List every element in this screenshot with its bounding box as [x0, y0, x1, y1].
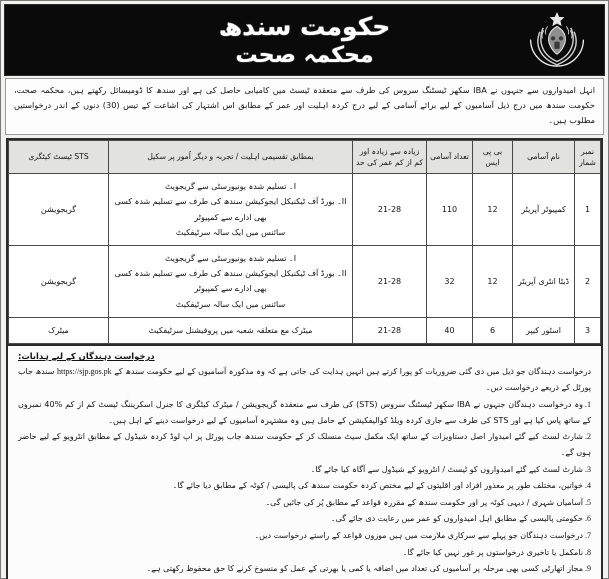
col-bps: بی پی ایس: [473, 140, 513, 174]
cell-bps: 6: [473, 317, 513, 343]
qual-line: میٹرک مع متعلقہ شعبہ میں پروفیشنل سرٹیفکیٹ: [148, 325, 313, 335]
item-text: درخواست دہندگان جو پہلے سے سرکاری ملازمت میں ہیں موزوں قواعد کے راستے درخواست دیں۔: [254, 530, 583, 540]
item-text: شارٹ لسٹ کیے گئے امیدواروں کو ٹیسٹ / انٹرویو کے شیڈول سے آگاہ کیا جائے گا۔: [310, 464, 583, 474]
cell-vacancies: 40: [427, 317, 473, 343]
cell-sr: 1: [575, 174, 601, 246]
item-text: آسامیاں شہری / دیہی کوٹہ پر اور حکومت سندھ کے مقررہ قواعد کے مطابق پُر کی جائیں گی۔: [265, 497, 583, 507]
table-row: [9, 246, 601, 318]
item-number: 3.: [585, 464, 591, 474]
instruction-item: [18, 511, 591, 527]
instruction-item: [18, 545, 591, 561]
item-text: وہ درخواست دہندگان جنہوں نے IBA سکھر ٹیسٹنگ سروس (STS) کی طرف سے منعقدہ گریجویشن / میٹرک کیٹگری کا جنرل اسکریننگ ٹیسٹ کم از کم %40 نمبروں کے ساتھ پاس کیا ہے اور STS کی طرف سے جاری کردہ ویلڈ کوالیفکیشن کے حامل ہیں وہ مشتہرہ آسامیوں کے لیے درخواست دینے کے اہل ہیں۔: [18, 400, 591, 425]
col-age: زیادہ سے زیادہ اور کم از کم عمر کی حد: [353, 140, 427, 174]
item-number: 1.: [585, 400, 591, 410]
job-portal-url[interactable]: https://sjp.gos.pk: [56, 366, 112, 376]
instructions-lead: [18, 364, 591, 395]
banner-titles: [5, 11, 604, 71]
qual-line: II۔ بورڈ آف ٹیکنیکل ایجوکیشن سندھ کی طرف سے تسلیم شدہ کسی بھی ادارے سے کمپیوٹر: [114, 269, 347, 294]
qual-line: سائنس میں ایک سالہ سرٹیفکیٹ: [175, 227, 286, 237]
instruction-item: [18, 528, 591, 544]
instruction-item: [18, 478, 591, 494]
item-number: 9.: [585, 564, 591, 574]
qual-line: سائنس میں ایک سالہ سرٹیفکیٹ: [175, 299, 286, 309]
cell-qualification: [109, 317, 353, 343]
cell-sr: 2: [575, 246, 601, 318]
col-qualification: بمطابق تقسیمی اہلیت / تجربہ و دیگر اُمور پر سکیل: [109, 140, 353, 174]
instructions-section: [6, 346, 603, 579]
col-post: نام آسامی: [513, 140, 575, 174]
cell-age: 21-28: [353, 246, 427, 318]
cell-vacancies: 110: [427, 174, 473, 246]
instruction-item: [18, 397, 591, 428]
col-vacancies: تعداد آسامی: [427, 140, 473, 174]
qual-line: I۔ تسلیم شدہ یونیورسٹی سے گریجویٹ: [164, 254, 297, 264]
instruction-item: [18, 462, 591, 478]
item-number: 4.: [585, 481, 591, 491]
instructions-title: درخواست دہندگان کے لیے ہدایات:: [18, 350, 155, 361]
table-row: [9, 317, 601, 343]
sindh-government-emblem-icon: [524, 8, 590, 74]
cell-qualification: [109, 174, 353, 246]
item-text: نامکمل یا تاخیری درخواستوں پر غور نہیں کیا جائے گا۔: [402, 547, 583, 557]
item-number: 6.: [585, 514, 591, 524]
cell-age: 21-28: [353, 317, 427, 343]
instruction-item: [18, 495, 591, 511]
vacancy-table-container: [6, 138, 603, 346]
header-banner: [4, 4, 605, 76]
instruction-item: [18, 429, 591, 460]
instruction-item: [18, 561, 591, 577]
col-sr: نمبر شمار: [575, 140, 601, 174]
item-text: شارٹ لسٹ کیے گئے امیدوار اصل دستاویزات کے ساتھ ایک مکمل سیٹ منسلک کر کے حکومت سندھ جاب پورٹل پر اپ لوڈ کردہ شیڈول کے مطابق انٹرویو کے لیے حاضر ہوں گے۔: [18, 432, 591, 457]
col-sts-category: STS ٹیسٹ کیٹگری: [9, 140, 109, 174]
cell-sts-category: گریجویشن: [9, 246, 109, 318]
item-number: 8.: [585, 547, 591, 557]
cell-age: 21-28: [353, 174, 427, 246]
cell-vacancies: 32: [427, 246, 473, 318]
cell-sts-category: میٹرک: [9, 317, 109, 343]
cell-post: اسٹور کیپر: [513, 317, 575, 343]
item-number: 2.: [585, 432, 591, 442]
cell-qualification: [109, 246, 353, 318]
item-text: حکومتی پالیسی کے مطابق اہل امیدواروں کو عمر میں رعایت دی جائے گی۔: [330, 514, 583, 524]
item-number: 5.: [585, 497, 591, 507]
table-row: [9, 174, 601, 246]
qual-line: I۔ تسلیم شدہ یونیورسٹی سے گریجویٹ: [164, 182, 297, 192]
cell-sr: 3: [575, 317, 601, 343]
instructions-list: [18, 397, 591, 579]
cell-bps: 12: [473, 246, 513, 318]
instructions-lead-after: سندھ جاب پورٹل کے ذریعے درخواست دیں۔: [18, 366, 591, 392]
qual-line: II۔ بورڈ آف ٹیکنیکل ایجوکیشن سندھ کی طرف سے تسلیم شدہ کسی بھی ادارے سے کمپیوٹر: [114, 197, 347, 222]
item-number: 7.: [585, 530, 591, 540]
intro-paragraph: انہل امیدواروں سے جنہوں نے IBA سکھر ٹیسٹنگ سروس کی طرف سے منعقدہ ٹیسٹ میں کامیابی حاصل کی ہے اور سندھ کا ڈومیسائل رکھتے ہیں، محکمہ صحت، حکومت سندھ میں درج ذیل آسامیوں کے لیے برائے آسامی کے لیے درج کردہ اہلیت اور عمر کے مطابق اس اشتہار کی اشاعت کے تیس (30) دنوں کے اندر درخواستیں مطلوب ہیں۔: [5, 78, 604, 135]
cell-bps: 12: [473, 174, 513, 246]
cell-post: ڈیٹا انٹری آپریٹر: [513, 246, 575, 318]
vacancy-table: [8, 140, 601, 344]
instructions-lead-before: درخواست دہندگان جو ذیل میں دی گئی ضروریات کو پورا کرتے ہیں انہیں ہدایت کی جاتی ہے کہ وہ مذکورہ آسامیوں کے لیے حکومت سندھ کے: [114, 366, 592, 376]
govt-title: حکومت سندھ: [218, 12, 391, 41]
item-text: خواتین، مختلف طور پر معذور افراد اور اقلیتوں کے لیے مختص کردہ حکومت سندھ کی پالیسی / کوٹہ کے مطابق دیا جائے گا۔: [172, 481, 583, 491]
cell-sts-category: گریجویشن: [9, 174, 109, 246]
cell-post: کمپیوٹر آپریٹر: [513, 174, 575, 246]
department-title: محکمہ صحت: [235, 43, 374, 69]
item-text: مجاز اتھارٹی کسی بھی مرحلہ پر آسامیوں کی تعداد میں اضافہ یا کمی یا بھرتی کے عمل کو منسوخ کرنے کا حق محفوظ رکھتی ہے۔: [146, 564, 583, 574]
table-header-row: [9, 140, 601, 174]
